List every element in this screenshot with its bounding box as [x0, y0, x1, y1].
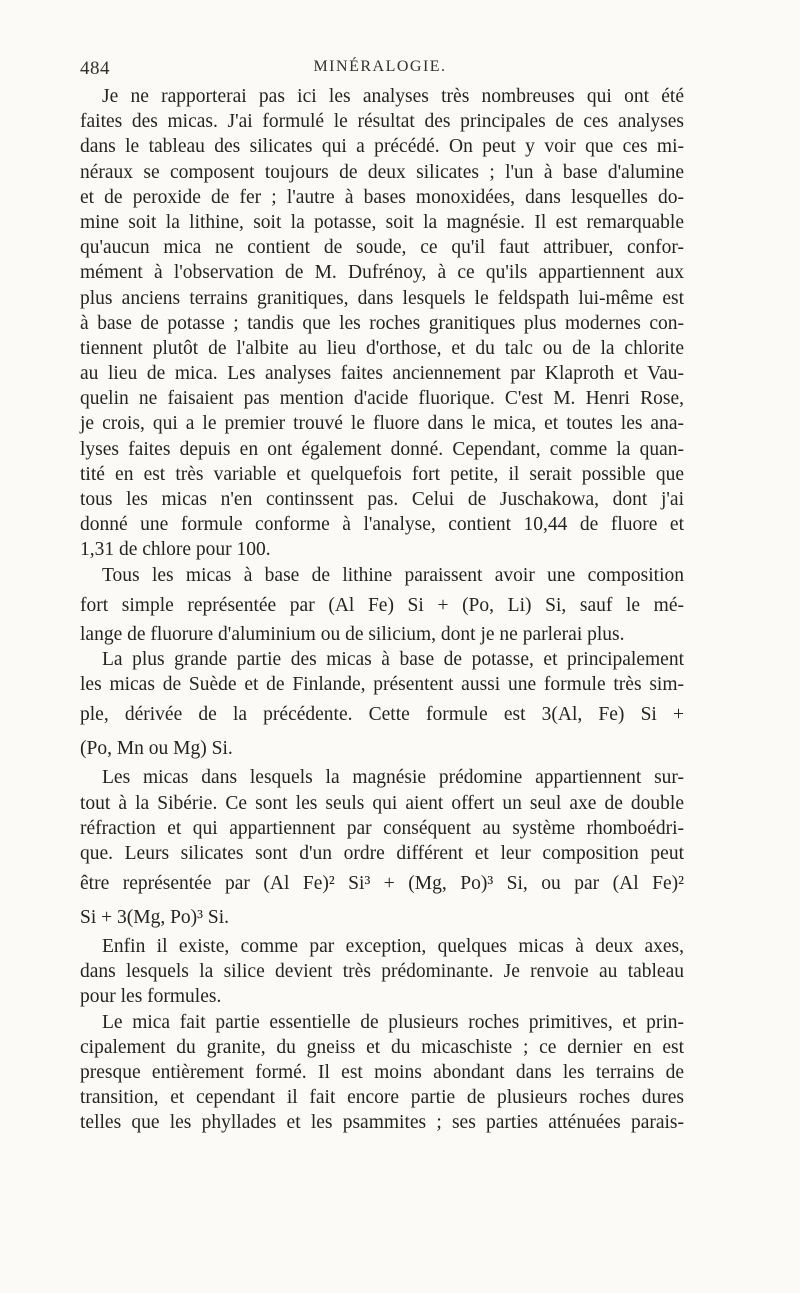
text-line: dans lesquels la silice devient très prédominante. Je renvoie au tableau: [80, 961, 684, 983]
text-line: quelin ne faisaient pas mention d'acide fluorique. C'est M. Henri Rose,: [80, 388, 684, 410]
text-line: lyses faites depuis en ont également donné. Cependant, comme la quan-: [80, 438, 684, 460]
text-line: tité en est très variable et quelquefois fort petite, il serait possible que: [80, 463, 684, 485]
text-line: Tous les micas à base de lithine paraissent avoir une composition: [102, 564, 684, 586]
text-line: néraux se composent toujours de deux silicates ; l'un à base d'alumine: [80, 161, 684, 183]
text-line: qu'aucun mica ne contient de soude, ce qu'il faut attribuer, confor-: [80, 237, 684, 259]
text-line: et de peroxide de fer ; l'autre à bases monoxidées, dans lesquelles do-: [80, 186, 684, 208]
text-line: les micas de Suède et de Finlande, présentent aussi une formule très sim-: [80, 674, 684, 696]
text-line: tiennent plutôt de l'albite au lieu d'orthose, et du talc ou de la chlorite: [80, 337, 684, 359]
text-line: Enfin il existe, comme par exception, quelques micas à deux axes,: [102, 936, 684, 958]
text-line: presque entièrement formé. Il est moins abondant dans les terrains de: [80, 1062, 684, 1083]
text-line: (Po, Mn ou Mg) Si.: [80, 738, 233, 760]
text-line: La plus grande partie des micas à base de potasse, et principalement: [102, 648, 684, 670]
text-line: mine soit la lithine, soit la potasse, soit la magnésie. Il est remarquable: [80, 211, 684, 233]
text-line: je crois, qui a le premier trouvé le fluore dans le mica, et toutes les ana-: [80, 413, 684, 435]
text-line: ple, dérivée de la précédente. Cette formule est 3(Al, Fe) Si +: [80, 704, 684, 726]
text-line: cipalement du granite, du gneiss et du micaschiste ; ce dernier en est: [80, 1036, 684, 1058]
text-line: pour les formules.: [80, 986, 222, 1008]
text-line: faites des micas. J'ai formulé le résultat des principales de ces analyses: [80, 111, 684, 133]
text-line: être représentée par (Al Fe)² Si³ + (Mg, Po)³ Si, ou par (Al Fe)²: [80, 873, 684, 895]
running-title: MINÉRALOGIE.: [313, 58, 447, 75]
text-line: que. Leurs silicates sont d'un ordre différent et leur composition peut: [80, 842, 684, 864]
text-line: fort simple représentée par (Al Fe) Si + (Po, Li) Si, sauf le mé-: [80, 594, 684, 616]
text-line: Si + 3(Mg, Po)³ Si.: [80, 907, 230, 929]
text-line: dans le tableau des silicates qui a précédé. On peut y voir que ces mi-: [80, 136, 684, 158]
text-line: au lieu de mica. Les analyses faites anciennement par Klaproth et Vau-: [80, 363, 684, 385]
text-line: Je ne rapporterai pas ici les analyses très nombreuses qui ont été: [102, 86, 684, 107]
text-line: Le mica fait partie essentielle de plusieurs roches primitives, et prin-: [102, 1011, 684, 1033]
text-line: tous les micas n'en continssent pas. Celui de Juschakowa, dont j'ai: [80, 489, 684, 510]
text-line: à base de potasse ; tandis que les roches granitiques plus modernes con-: [80, 312, 684, 334]
text-line: 1,31 de chlore pour 100.: [80, 539, 271, 561]
text-line: mément à l'observation de M. Dufrénoy, à ce qu'ils appartiennent aux: [80, 262, 684, 284]
text-line: donné une formule conforme à l'analyse, contient 10,44 de fluore et: [80, 514, 684, 536]
body-text: [80, 84, 684, 1136]
page-header: [80, 58, 680, 82]
text-line: telles que les phyllades et les psammites ; ses parties atténuées parais-: [80, 1112, 684, 1134]
text-line: réfraction et qui appartiennent par conséquent au système rhomboédri-: [80, 817, 684, 839]
text-line: Les micas dans lesquels la magnésie prédomine appartiennent sur-: [102, 767, 684, 789]
text-line: lange de fluorure d'aluminium ou de silicium, dont je ne parlerai plus.: [80, 623, 625, 645]
text-line: tout à la Sibérie. Ce sont les seuls qui aient offert un seul axe de double: [80, 792, 684, 814]
text-line: plus anciens terrains granitiques, dans lesquels le feldspath lui-même est: [80, 287, 684, 309]
page-number: 484: [80, 58, 110, 79]
text-line: transition, et cependant il fait encore partie de plusieurs roches dures: [80, 1087, 684, 1109]
